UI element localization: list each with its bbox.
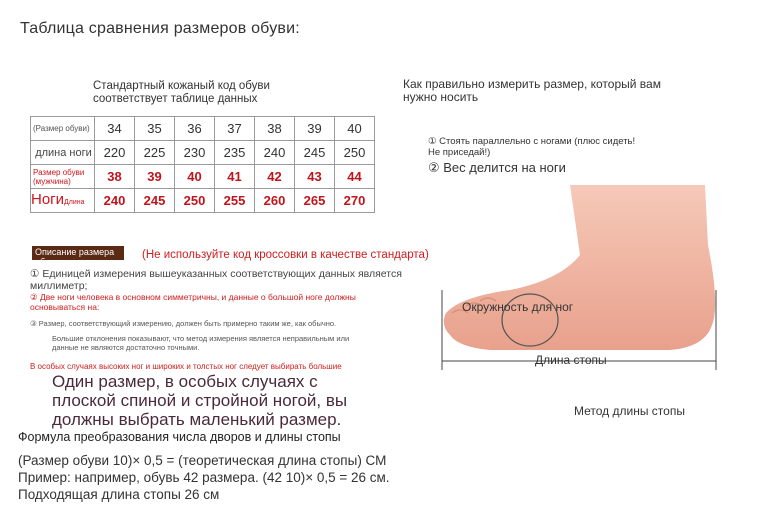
table-cell: 240 (255, 141, 295, 165)
size-comparison-table (30, 116, 375, 213)
table-row (31, 189, 375, 213)
note-deviation: Большие отклонения показывают, что метод измерения является неправильным или данные не являются достаточно точными. (52, 334, 350, 352)
table-cell: 36 (175, 117, 215, 141)
row-label-foot-small: Длина (64, 198, 85, 206)
table-cell: 245 (135, 189, 175, 213)
table-cell: 40 (175, 165, 215, 189)
row-label-shoe-size: (Размер обуви) (31, 117, 95, 141)
table-cell: 255 (215, 189, 255, 213)
table-row (31, 117, 375, 141)
formula-line: Подходящая длина стопы 26 см (18, 487, 220, 502)
table-cell: 225 (135, 141, 175, 165)
formula-line: (Размер обуви 10)× 0,5 = (теоретическая длина стопы) СМ (18, 453, 387, 468)
row-label-men-size: Размер обуви (мужчина) (31, 165, 95, 189)
table-cell: 235 (215, 141, 255, 165)
label-foot-length: Длина стопы (535, 353, 607, 367)
table-cell: 245 (295, 141, 335, 165)
note-unit: ① Единицей измерения вышеуказанных соответствующих данных является миллиметр; (30, 268, 402, 292)
step-stand-note (428, 136, 635, 158)
page-title: Таблица сравнения размеров обуви: (20, 20, 300, 37)
step-weight-note: ② Вес делится на ноги (428, 160, 566, 175)
table-cell: 260 (255, 189, 295, 213)
measure-title-line: Как правильно измерить размер, который вам (403, 77, 661, 91)
table-cell: 240 (95, 189, 135, 213)
formula-line: Пример: например, обувь 42 размера. (42 10)× 0,5 = 26 см. (18, 470, 390, 485)
note-symmetry: ② Две ноги человека в основном симметричны, и данные о большой ноге должны основываться на: (30, 292, 356, 312)
table-cell: 265 (295, 189, 335, 213)
description-badge: Описание размера обуви (32, 246, 124, 260)
table-cell: 38 (255, 117, 295, 141)
table-cell: 41 (215, 165, 255, 189)
table-cell: 38 (95, 165, 135, 189)
measure-title-line: нужно носить (403, 90, 479, 104)
table-row (31, 165, 375, 189)
table-cell: 42 (255, 165, 295, 189)
row-label-foot (31, 189, 95, 213)
table-cell: 250 (175, 189, 215, 213)
foot-shape (444, 185, 715, 350)
label-circumference: Окружность для ног (462, 300, 574, 314)
step-stand-line: Не приседай!) (428, 147, 491, 158)
note-size-match: ③ Размер, соответствующий измерению, должен быть примерно таким же, как обычно. (30, 319, 337, 328)
table-cell: 40 (335, 117, 375, 141)
table-cell: 39 (295, 117, 335, 141)
measure-title (403, 78, 661, 104)
table-cell: 35 (135, 117, 175, 141)
table-row (31, 141, 375, 165)
big-note: Один размер, в особых случаях с плоской спиной и стройной ногой, вы должны выбрать маленький размер. (52, 372, 348, 429)
table-cell: 34 (95, 117, 135, 141)
table-cell: 37 (215, 117, 255, 141)
table-cell: 44 (335, 165, 375, 189)
table-cell: 39 (135, 165, 175, 189)
note-special-cases: В особых случаях высоких ног и широких и толстых ног следует выбирать большие (30, 362, 342, 371)
table-cell: 220 (95, 141, 135, 165)
row-label-foot-big: Ноги (31, 190, 65, 208)
formula-title: Формула преобразования числа дворов и длины стопы (18, 430, 341, 444)
table-caption (93, 80, 270, 106)
table-caption-line: соответствует таблице данных (93, 93, 258, 105)
table-cell: 230 (175, 141, 215, 165)
table-cell: 43 (295, 165, 335, 189)
description-warning: (Не используйте код кроссовки в качестве стандарта) (142, 249, 429, 261)
row-label-foot-length: длина ноги (31, 141, 95, 165)
table-cell: 250 (335, 141, 375, 165)
table-cell: 270 (335, 189, 375, 213)
method-caption: Метод длины стопы (574, 404, 685, 418)
step-stand-line: ① Стоять параллельно с ногами (плюс сидеть! (428, 136, 636, 147)
table-caption-line: Стандартный кожаный код обуви (93, 80, 270, 92)
